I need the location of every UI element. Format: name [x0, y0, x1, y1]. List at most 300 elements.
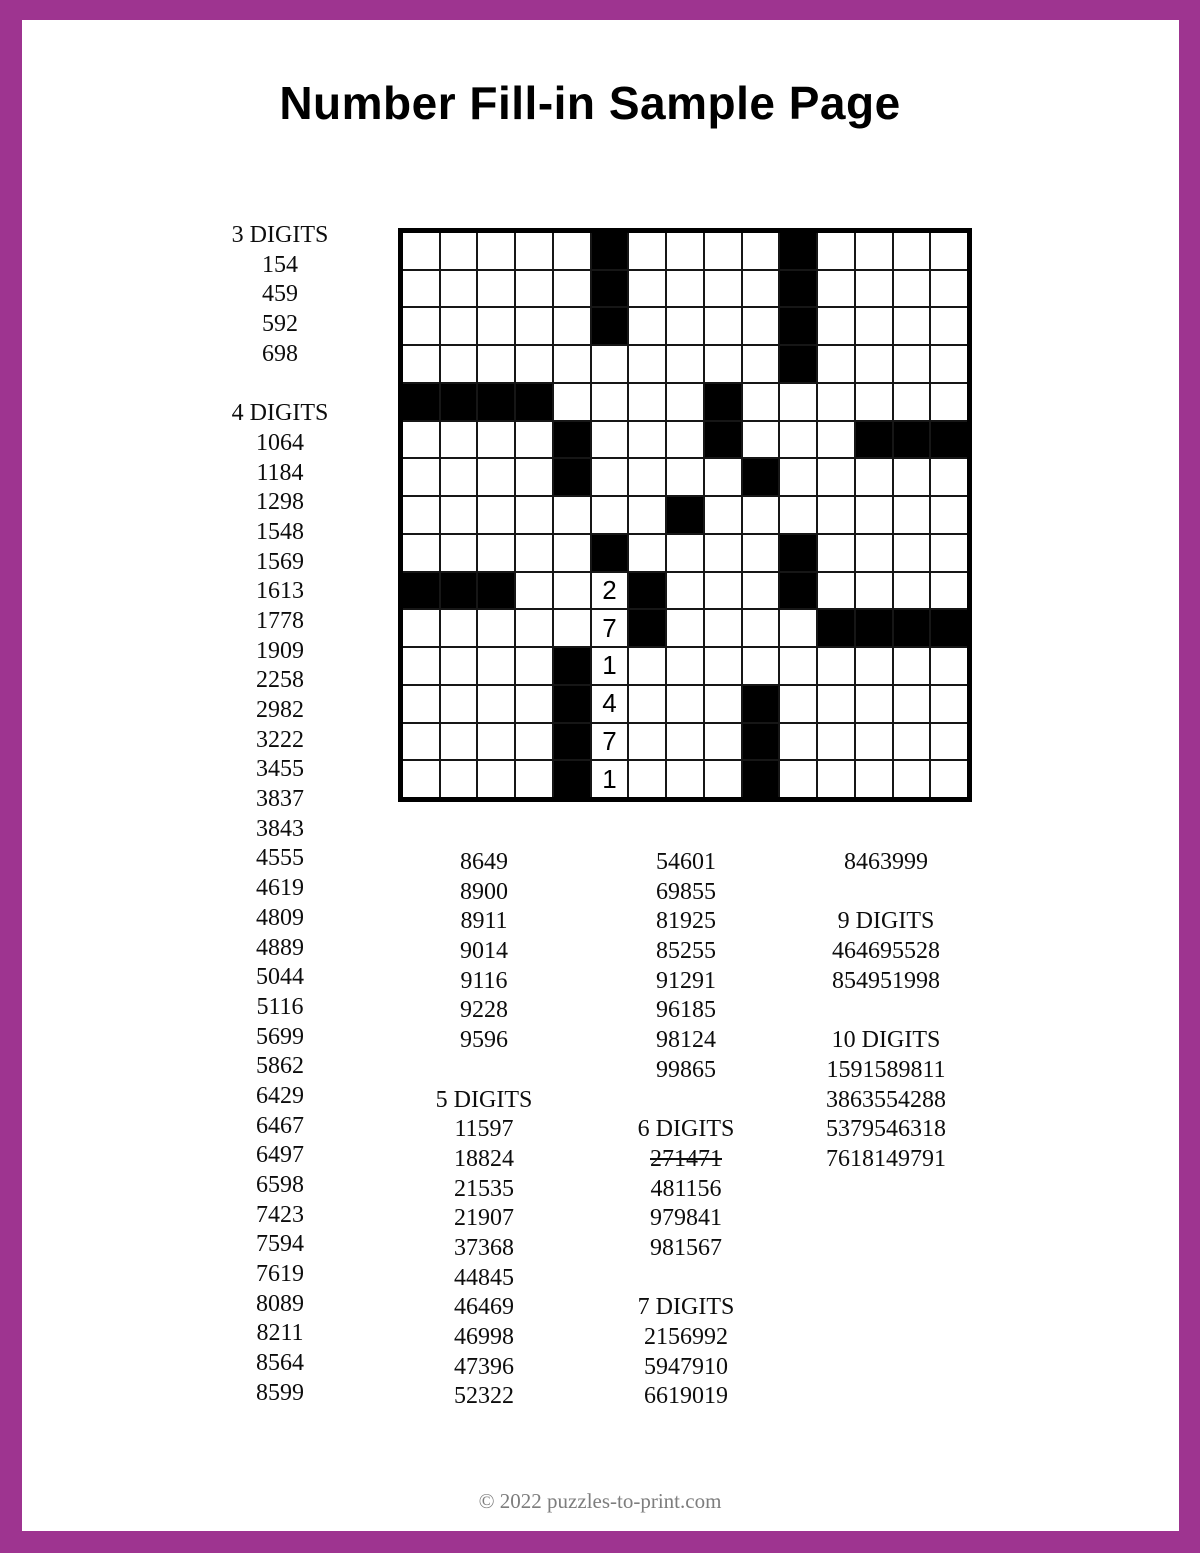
- list-gap: [586, 1086, 786, 1116]
- list-number: 459: [262, 281, 298, 308]
- grid-cell: [743, 648, 779, 684]
- grid-cell: [441, 422, 477, 458]
- grid-cell: [629, 648, 665, 684]
- grid-cell: [705, 233, 741, 269]
- list-number: 4555: [256, 845, 304, 872]
- grid-cell: [629, 686, 665, 722]
- grid-cell: [818, 648, 854, 684]
- grid-cell: [441, 535, 477, 571]
- grid-cell: [441, 686, 477, 722]
- grid-cell: [818, 573, 854, 609]
- grid-cell: [818, 724, 854, 760]
- grid-cell: [629, 422, 665, 458]
- grid-cell: [667, 535, 703, 571]
- grid-cell: [478, 724, 514, 760]
- grid-cell: [629, 384, 665, 420]
- grid-cell: [894, 724, 930, 760]
- grid-cell: [554, 384, 590, 420]
- grid-cell: [516, 233, 552, 269]
- grid-cell: [516, 648, 552, 684]
- grid-cell: [516, 271, 552, 307]
- grid-cell: [705, 308, 741, 344]
- grid-cell: [516, 308, 552, 344]
- grid-cell: [856, 497, 892, 533]
- list-section-header: 6 DIGITS: [637, 1116, 735, 1143]
- grid-cell: [667, 308, 703, 344]
- list-number: 3843: [256, 815, 304, 842]
- list-number: 6598: [256, 1172, 304, 1198]
- grid-cell-block: [780, 573, 816, 609]
- grid-cell-block: [856, 610, 892, 646]
- grid-cell: [667, 761, 703, 797]
- grid-cell: [667, 346, 703, 382]
- grid-cell: [516, 610, 552, 646]
- grid-cell-prefilled: 7: [592, 724, 628, 760]
- list-section-header: 4 DIGITS: [231, 400, 329, 427]
- grid-cell: [516, 346, 552, 382]
- list-number: 11597: [454, 1116, 514, 1143]
- grid-cell-block: [931, 610, 967, 646]
- grid-cell: [856, 535, 892, 571]
- grid-cell: [403, 422, 439, 458]
- grid-cell: [894, 271, 930, 307]
- grid-cell-prefilled: 4: [592, 686, 628, 722]
- list-number: 99865: [656, 1056, 716, 1083]
- grid-cell: [780, 724, 816, 760]
- grid-cell-block: [629, 610, 665, 646]
- list-number: 979841: [650, 1205, 722, 1232]
- grid-cell: [441, 761, 477, 797]
- grid-cell: [931, 308, 967, 344]
- grid-cell: [667, 610, 703, 646]
- grid-cell-block: [667, 497, 703, 533]
- grid-cell: [478, 233, 514, 269]
- grid-cell: [780, 459, 816, 495]
- grid-cell: [743, 535, 779, 571]
- grid-cell: [856, 573, 892, 609]
- grid-cell: [554, 271, 590, 307]
- list-number: 9116: [460, 967, 508, 994]
- grid-cell: [743, 271, 779, 307]
- grid-cell: [818, 346, 854, 382]
- list-gap: [180, 369, 380, 399]
- list-number: 8211: [256, 1320, 304, 1347]
- grid-cell: [592, 422, 628, 458]
- grid-cell: [667, 686, 703, 722]
- grid-cell-block: [818, 610, 854, 646]
- grid-cell: [931, 535, 967, 571]
- list-gap: [586, 1264, 786, 1294]
- list-number: 7594: [256, 1231, 304, 1258]
- grid-cell: [554, 497, 590, 533]
- list-number: 8900: [460, 878, 508, 905]
- grid-cell: [478, 308, 514, 344]
- grid-cell: [780, 610, 816, 646]
- list-number: 7618149791: [826, 1145, 946, 1172]
- list-number: 698: [262, 340, 298, 367]
- grid-cell: [629, 459, 665, 495]
- grid-cell-prefilled: 2: [592, 573, 628, 609]
- list-number: 4889: [256, 934, 304, 961]
- grid-cell-block: [629, 573, 665, 609]
- grid-cell: [780, 648, 816, 684]
- grid-cell: [629, 233, 665, 269]
- grid-cell: [818, 384, 854, 420]
- grid-cell-prefilled: 1: [592, 648, 628, 684]
- list-number: 1591589811: [826, 1056, 946, 1083]
- grid-cell-block: [743, 686, 779, 722]
- list-number: 4809: [256, 904, 304, 931]
- grid-cell-block: [478, 573, 514, 609]
- list-number: 96185: [656, 997, 716, 1024]
- list-number: 592: [262, 311, 298, 338]
- grid-cell: [441, 724, 477, 760]
- grid-cell: [894, 761, 930, 797]
- list-number: 3863554288: [826, 1086, 946, 1113]
- grid-cell: [516, 686, 552, 722]
- grid-cell-block: [780, 271, 816, 307]
- grid-cell: [403, 648, 439, 684]
- grid-cell: [629, 761, 665, 797]
- grid-cell: [856, 384, 892, 420]
- grid-cell: [818, 535, 854, 571]
- list-number: 2156992: [644, 1324, 728, 1350]
- grid-cell-block: [554, 686, 590, 722]
- grid-cell-prefilled: 1: [592, 761, 628, 797]
- grid-cell: [705, 724, 741, 760]
- grid-cell: [592, 346, 628, 382]
- grid-cell: [441, 308, 477, 344]
- list-number: 44845: [454, 1264, 514, 1291]
- grid-cell-block: [441, 573, 477, 609]
- grid-cell: [403, 308, 439, 344]
- list-number: 18824: [454, 1145, 514, 1172]
- grid-cell: [403, 459, 439, 495]
- list-number: 37368: [454, 1234, 514, 1261]
- grid-cell-block: [592, 233, 628, 269]
- list-number: 52322: [454, 1383, 514, 1410]
- grid-cell-block: [592, 535, 628, 571]
- grid-cell: [629, 308, 665, 344]
- grid-cell: [667, 648, 703, 684]
- list-number: 1298: [256, 489, 304, 516]
- list-number: 4619: [256, 875, 304, 902]
- grid-cell: [856, 648, 892, 684]
- grid-cell: [516, 535, 552, 571]
- grid-cell: [705, 459, 741, 495]
- grid-cell: [818, 271, 854, 307]
- grid-cell: [667, 271, 703, 307]
- list-section-header: 10 DIGITS: [831, 1027, 941, 1054]
- grid-cell: [856, 686, 892, 722]
- grid-cell: [592, 497, 628, 533]
- list-number: 3837: [256, 786, 304, 813]
- grid-cell-block: [705, 384, 741, 420]
- grid-cell: [403, 346, 439, 382]
- list-number: 481156: [650, 1175, 722, 1202]
- grid-cell: [441, 497, 477, 533]
- list-number: 1909: [256, 637, 304, 664]
- grid-cell: [478, 271, 514, 307]
- grid-cell-block: [403, 573, 439, 609]
- list-number: 154: [262, 251, 298, 278]
- list-number: 854951998: [832, 967, 940, 994]
- list-number: 1064: [256, 429, 304, 456]
- list-number: 54601: [656, 849, 716, 875]
- list-number: 5044: [256, 964, 304, 991]
- grid-cell: [554, 346, 590, 382]
- grid-cell: [554, 535, 590, 571]
- grid-cell: [592, 459, 628, 495]
- list-number: 1778: [256, 607, 304, 634]
- grid-cell: [478, 535, 514, 571]
- grid-cell: [931, 459, 967, 495]
- grid-cell: [441, 346, 477, 382]
- grid-cell: [667, 384, 703, 420]
- grid-cell: [894, 648, 930, 684]
- grid-cell-block: [780, 346, 816, 382]
- grid-cell: [403, 535, 439, 571]
- grid-cell-block: [403, 384, 439, 420]
- grid-cell: [478, 497, 514, 533]
- grid-cell-block: [554, 761, 590, 797]
- list-number: 98124: [656, 1027, 716, 1054]
- grid-cell: [667, 573, 703, 609]
- grid-cell-block: [894, 610, 930, 646]
- grid-cell: [856, 233, 892, 269]
- list-number: 8599: [256, 1379, 304, 1406]
- grid-cell: [780, 384, 816, 420]
- list-number: 9014: [460, 938, 508, 965]
- list-number: 8463999: [844, 849, 928, 875]
- grid-cell: [856, 271, 892, 307]
- grid-cell: [554, 610, 590, 646]
- grid-cell: [403, 761, 439, 797]
- list-gap: [384, 1056, 584, 1086]
- grid-cell-block: [780, 308, 816, 344]
- grid-cell: [478, 761, 514, 797]
- grid-cell: [554, 308, 590, 344]
- grid-cell: [818, 686, 854, 722]
- grid-cell: [894, 384, 930, 420]
- list-number: 1613: [256, 578, 304, 605]
- grid-cell: [894, 346, 930, 382]
- grid-cell: [856, 308, 892, 344]
- grid-cell-block: [743, 724, 779, 760]
- grid-cell: [931, 346, 967, 382]
- grid-cell: [818, 459, 854, 495]
- list-number: 69855: [656, 878, 716, 905]
- grid-cell: [441, 459, 477, 495]
- puzzle-grid: [398, 228, 972, 802]
- list-number: 2258: [256, 667, 304, 694]
- grid-cell: [629, 346, 665, 382]
- grid-cell: [894, 497, 930, 533]
- grid-cell: [705, 346, 741, 382]
- grid-cell: [441, 271, 477, 307]
- grid-cell: [403, 271, 439, 307]
- list-gap: [786, 878, 986, 908]
- number-list-column-3: [586, 848, 786, 1412]
- grid-cell-prefilled: 7: [592, 610, 628, 646]
- grid-cell: [441, 610, 477, 646]
- grid-cell: [705, 648, 741, 684]
- grid-cell-block: [743, 761, 779, 797]
- list-gap: [786, 996, 986, 1026]
- grid-cell: [931, 233, 967, 269]
- grid-cell: [931, 686, 967, 722]
- grid-cell: [478, 686, 514, 722]
- grid-cell: [667, 724, 703, 760]
- grid-cell: [931, 648, 967, 684]
- grid-cell: [667, 459, 703, 495]
- grid-cell: [894, 233, 930, 269]
- list-number: 7619: [256, 1261, 304, 1288]
- grid-cell: [554, 233, 590, 269]
- list-number: 5699: [256, 1023, 304, 1050]
- grid-cell-block: [856, 422, 892, 458]
- grid-cell: [780, 422, 816, 458]
- list-number: 3222: [256, 726, 304, 753]
- grid-cell: [629, 271, 665, 307]
- list-number: 9228: [460, 997, 508, 1024]
- grid-cell-block: [931, 422, 967, 458]
- grid-cell-block: [894, 422, 930, 458]
- grid-cell: [403, 233, 439, 269]
- grid-cell-block: [592, 271, 628, 307]
- list-number: 464695528: [832, 938, 940, 965]
- grid-cell: [856, 459, 892, 495]
- grid-cell-block: [780, 535, 816, 571]
- grid-cell: [894, 459, 930, 495]
- list-number: 1184: [256, 459, 304, 486]
- grid-cell: [478, 346, 514, 382]
- grid-cell: [516, 422, 552, 458]
- list-number: 9596: [460, 1027, 508, 1054]
- grid-cell: [705, 573, 741, 609]
- grid-cell: [780, 497, 816, 533]
- grid-cell: [743, 422, 779, 458]
- list-section-header: 5 DIGITS: [435, 1086, 533, 1113]
- grid-cell: [931, 573, 967, 609]
- grid-cell: [705, 271, 741, 307]
- grid-cell: [592, 384, 628, 420]
- list-number: 5379546318: [826, 1116, 946, 1143]
- grid-cell: [667, 233, 703, 269]
- grid-cell: [743, 497, 779, 533]
- list-number: 6467: [256, 1112, 304, 1139]
- grid-cell: [478, 459, 514, 495]
- grid-cell: [629, 497, 665, 533]
- grid-cell: [931, 271, 967, 307]
- grid-cell: [856, 761, 892, 797]
- list-number: 6429: [256, 1082, 304, 1109]
- grid-cell-block: [554, 422, 590, 458]
- list-number: 46998: [454, 1324, 514, 1350]
- list-section-header: 3 DIGITS: [231, 222, 329, 248]
- grid-cell: [780, 761, 816, 797]
- list-number: 3455: [256, 756, 304, 783]
- grid-cell: [403, 686, 439, 722]
- list-section-header: 9 DIGITS: [837, 908, 935, 935]
- list-number: 46469: [454, 1294, 514, 1321]
- list-number: 8089: [256, 1290, 304, 1317]
- grid-cell: [894, 573, 930, 609]
- grid-cell: [743, 610, 779, 646]
- list-number: 5862: [256, 1053, 304, 1080]
- list-number: 8649: [460, 849, 508, 875]
- grid-cell-block: [441, 384, 477, 420]
- list-number: 5947910: [644, 1353, 728, 1380]
- grid-cell: [818, 761, 854, 797]
- list-number: 271471: [650, 1145, 722, 1172]
- list-number: 21907: [454, 1205, 514, 1232]
- grid-cell: [856, 724, 892, 760]
- grid-cell-block: [554, 724, 590, 760]
- grid-cell: [705, 761, 741, 797]
- grid-cell: [441, 233, 477, 269]
- grid-cell-block: [592, 308, 628, 344]
- grid-cell: [743, 573, 779, 609]
- list-number: 7423: [256, 1201, 304, 1228]
- grid-cell: [516, 573, 552, 609]
- grid-cell-block: [705, 422, 741, 458]
- list-number: 5116: [256, 993, 304, 1020]
- grid-cell: [856, 346, 892, 382]
- list-number: 2982: [256, 697, 304, 723]
- grid-cell-block: [743, 459, 779, 495]
- list-number: 1548: [256, 518, 304, 545]
- list-number: 8564: [256, 1350, 304, 1377]
- grid-cell: [478, 610, 514, 646]
- grid-cell: [780, 686, 816, 722]
- list-number: 981567: [650, 1234, 722, 1261]
- grid-cell: [403, 724, 439, 760]
- grid-cell: [931, 384, 967, 420]
- grid-cell: [516, 459, 552, 495]
- grid-cell: [516, 724, 552, 760]
- list-number: 47396: [454, 1353, 514, 1380]
- list-number: 6619019: [644, 1383, 728, 1410]
- grid-cell: [705, 610, 741, 646]
- grid-cell: [516, 761, 552, 797]
- grid-cell: [629, 724, 665, 760]
- grid-cell: [931, 761, 967, 797]
- grid-cell: [441, 648, 477, 684]
- grid-cell-block: [478, 384, 514, 420]
- grid-cell: [931, 497, 967, 533]
- footer-credit: © 2022 puzzles-to-print.com: [478, 1489, 722, 1513]
- grid-cell: [516, 497, 552, 533]
- grid-cell: [705, 686, 741, 722]
- list-number: 8911: [460, 908, 508, 935]
- grid-cell: [478, 648, 514, 684]
- grid-cell: [894, 686, 930, 722]
- grid-cell: [743, 308, 779, 344]
- grid-cell: [554, 573, 590, 609]
- grid-cell: [894, 308, 930, 344]
- grid-cell: [931, 724, 967, 760]
- grid-cell-block: [516, 384, 552, 420]
- list-number: 1569: [256, 548, 304, 575]
- grid-cell: [705, 497, 741, 533]
- grid-cell: [478, 422, 514, 458]
- number-list-column-2: [384, 848, 584, 1412]
- grid-cell: [818, 422, 854, 458]
- list-number: 81925: [656, 908, 716, 935]
- grid-cell-block: [780, 233, 816, 269]
- number-list-column-1: [180, 221, 380, 1409]
